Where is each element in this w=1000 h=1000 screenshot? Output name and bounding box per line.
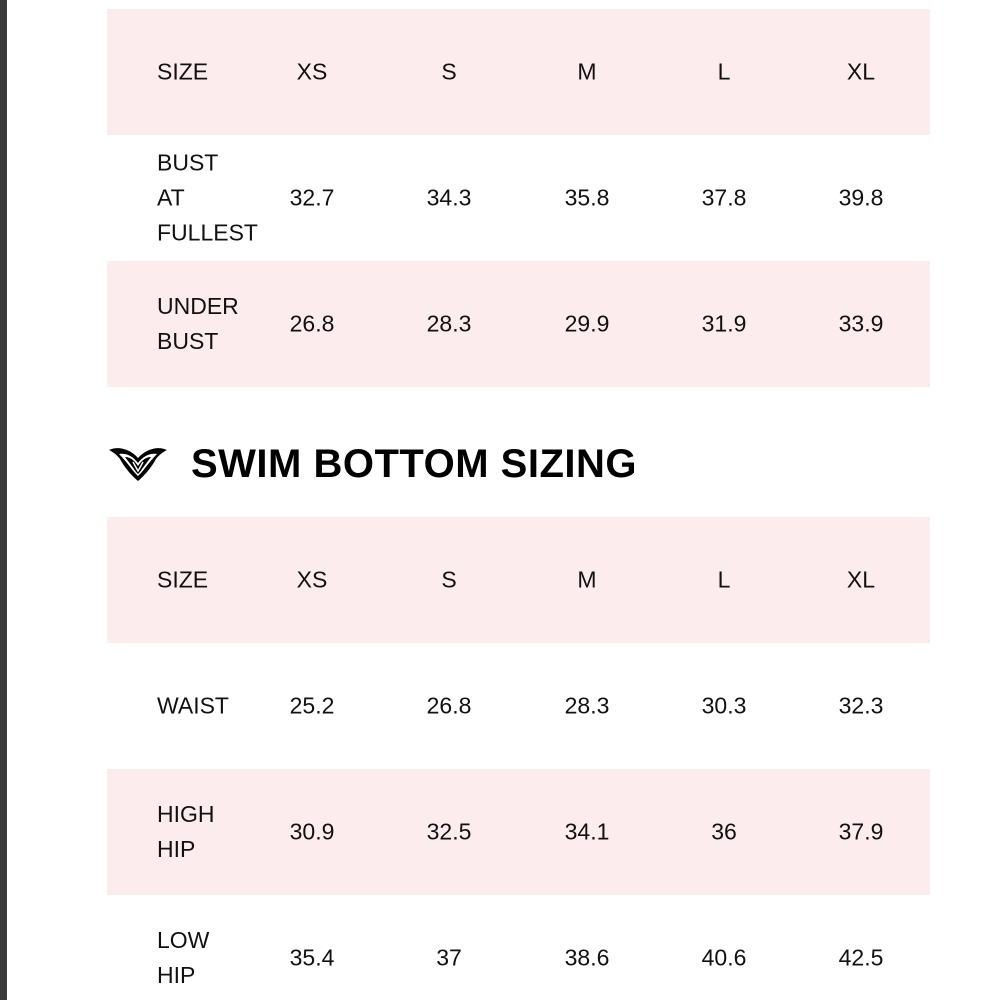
top-size-table — [107, 9, 930, 387]
table-cell: 39.8 — [838, 184, 884, 211]
table-cell: 34.1 — [564, 818, 610, 845]
table-row-waist — [107, 643, 930, 769]
row-label: SIZE — [157, 566, 209, 593]
size-header-xl: XL — [846, 566, 876, 593]
row-label: SIZE — [157, 58, 209, 85]
table-cell: 35.4 — [289, 944, 335, 971]
table-cell: 29.9 — [564, 310, 610, 337]
table-cell: 30.3 — [701, 692, 747, 719]
table-cell: 42.5 — [838, 944, 884, 971]
size-header-l: L — [717, 58, 731, 85]
size-header-xs: XS — [296, 58, 328, 85]
table-row-low-hip — [107, 895, 930, 1000]
table-cell: 28.3 — [564, 692, 610, 719]
size-header-s: S — [441, 566, 457, 593]
table-cell: 30.9 — [289, 818, 335, 845]
table-header-row — [107, 517, 930, 643]
roxy-heart-logo-icon — [107, 444, 169, 484]
section-heading-swim-bottom — [107, 432, 637, 496]
table-cell: 35.8 — [564, 184, 610, 211]
table-header-row — [107, 9, 930, 135]
row-label: LOW HIP — [157, 927, 210, 988]
table-cell: 37 — [436, 944, 462, 971]
table-cell: 32.7 — [289, 184, 335, 211]
table-cell: 26.8 — [426, 692, 472, 719]
table-cell: 33.9 — [838, 310, 884, 337]
table-cell: 25.2 — [289, 692, 335, 719]
size-header-m: M — [577, 58, 597, 85]
table-cell: 28.3 — [426, 310, 472, 337]
size-header-xl: XL — [846, 58, 876, 85]
size-header-s: S — [441, 58, 457, 85]
table-cell: 31.9 — [701, 310, 747, 337]
table-cell: 34.3 — [426, 184, 472, 211]
bottom-size-table — [107, 517, 930, 1000]
table-cell: 36 — [711, 818, 737, 845]
table-cell: 32.5 — [426, 818, 472, 845]
table-cell: 26.8 — [289, 310, 335, 337]
table-cell: 38.6 — [564, 944, 610, 971]
size-header-l: L — [717, 566, 731, 593]
row-label: HIGH HIP — [157, 801, 215, 862]
table-row-under-bust — [107, 261, 930, 387]
table-cell: 32.3 — [838, 692, 884, 719]
row-label: UNDER BUST — [157, 293, 239, 354]
table-row-high-hip — [107, 769, 930, 895]
table-row-bust-at-fullest — [107, 135, 930, 261]
row-label: WAIST — [157, 692, 229, 719]
table-cell: 37.8 — [701, 184, 747, 211]
section-title: SWIM BOTTOM SIZING — [191, 441, 638, 486]
size-header-xs: XS — [296, 566, 328, 593]
size-header-m: M — [577, 566, 597, 593]
table-cell: 40.6 — [701, 944, 747, 971]
left-edge-rule — [0, 0, 7, 1000]
row-label: BUST AT FULLEST — [157, 149, 258, 246]
table-cell: 37.9 — [838, 818, 884, 845]
